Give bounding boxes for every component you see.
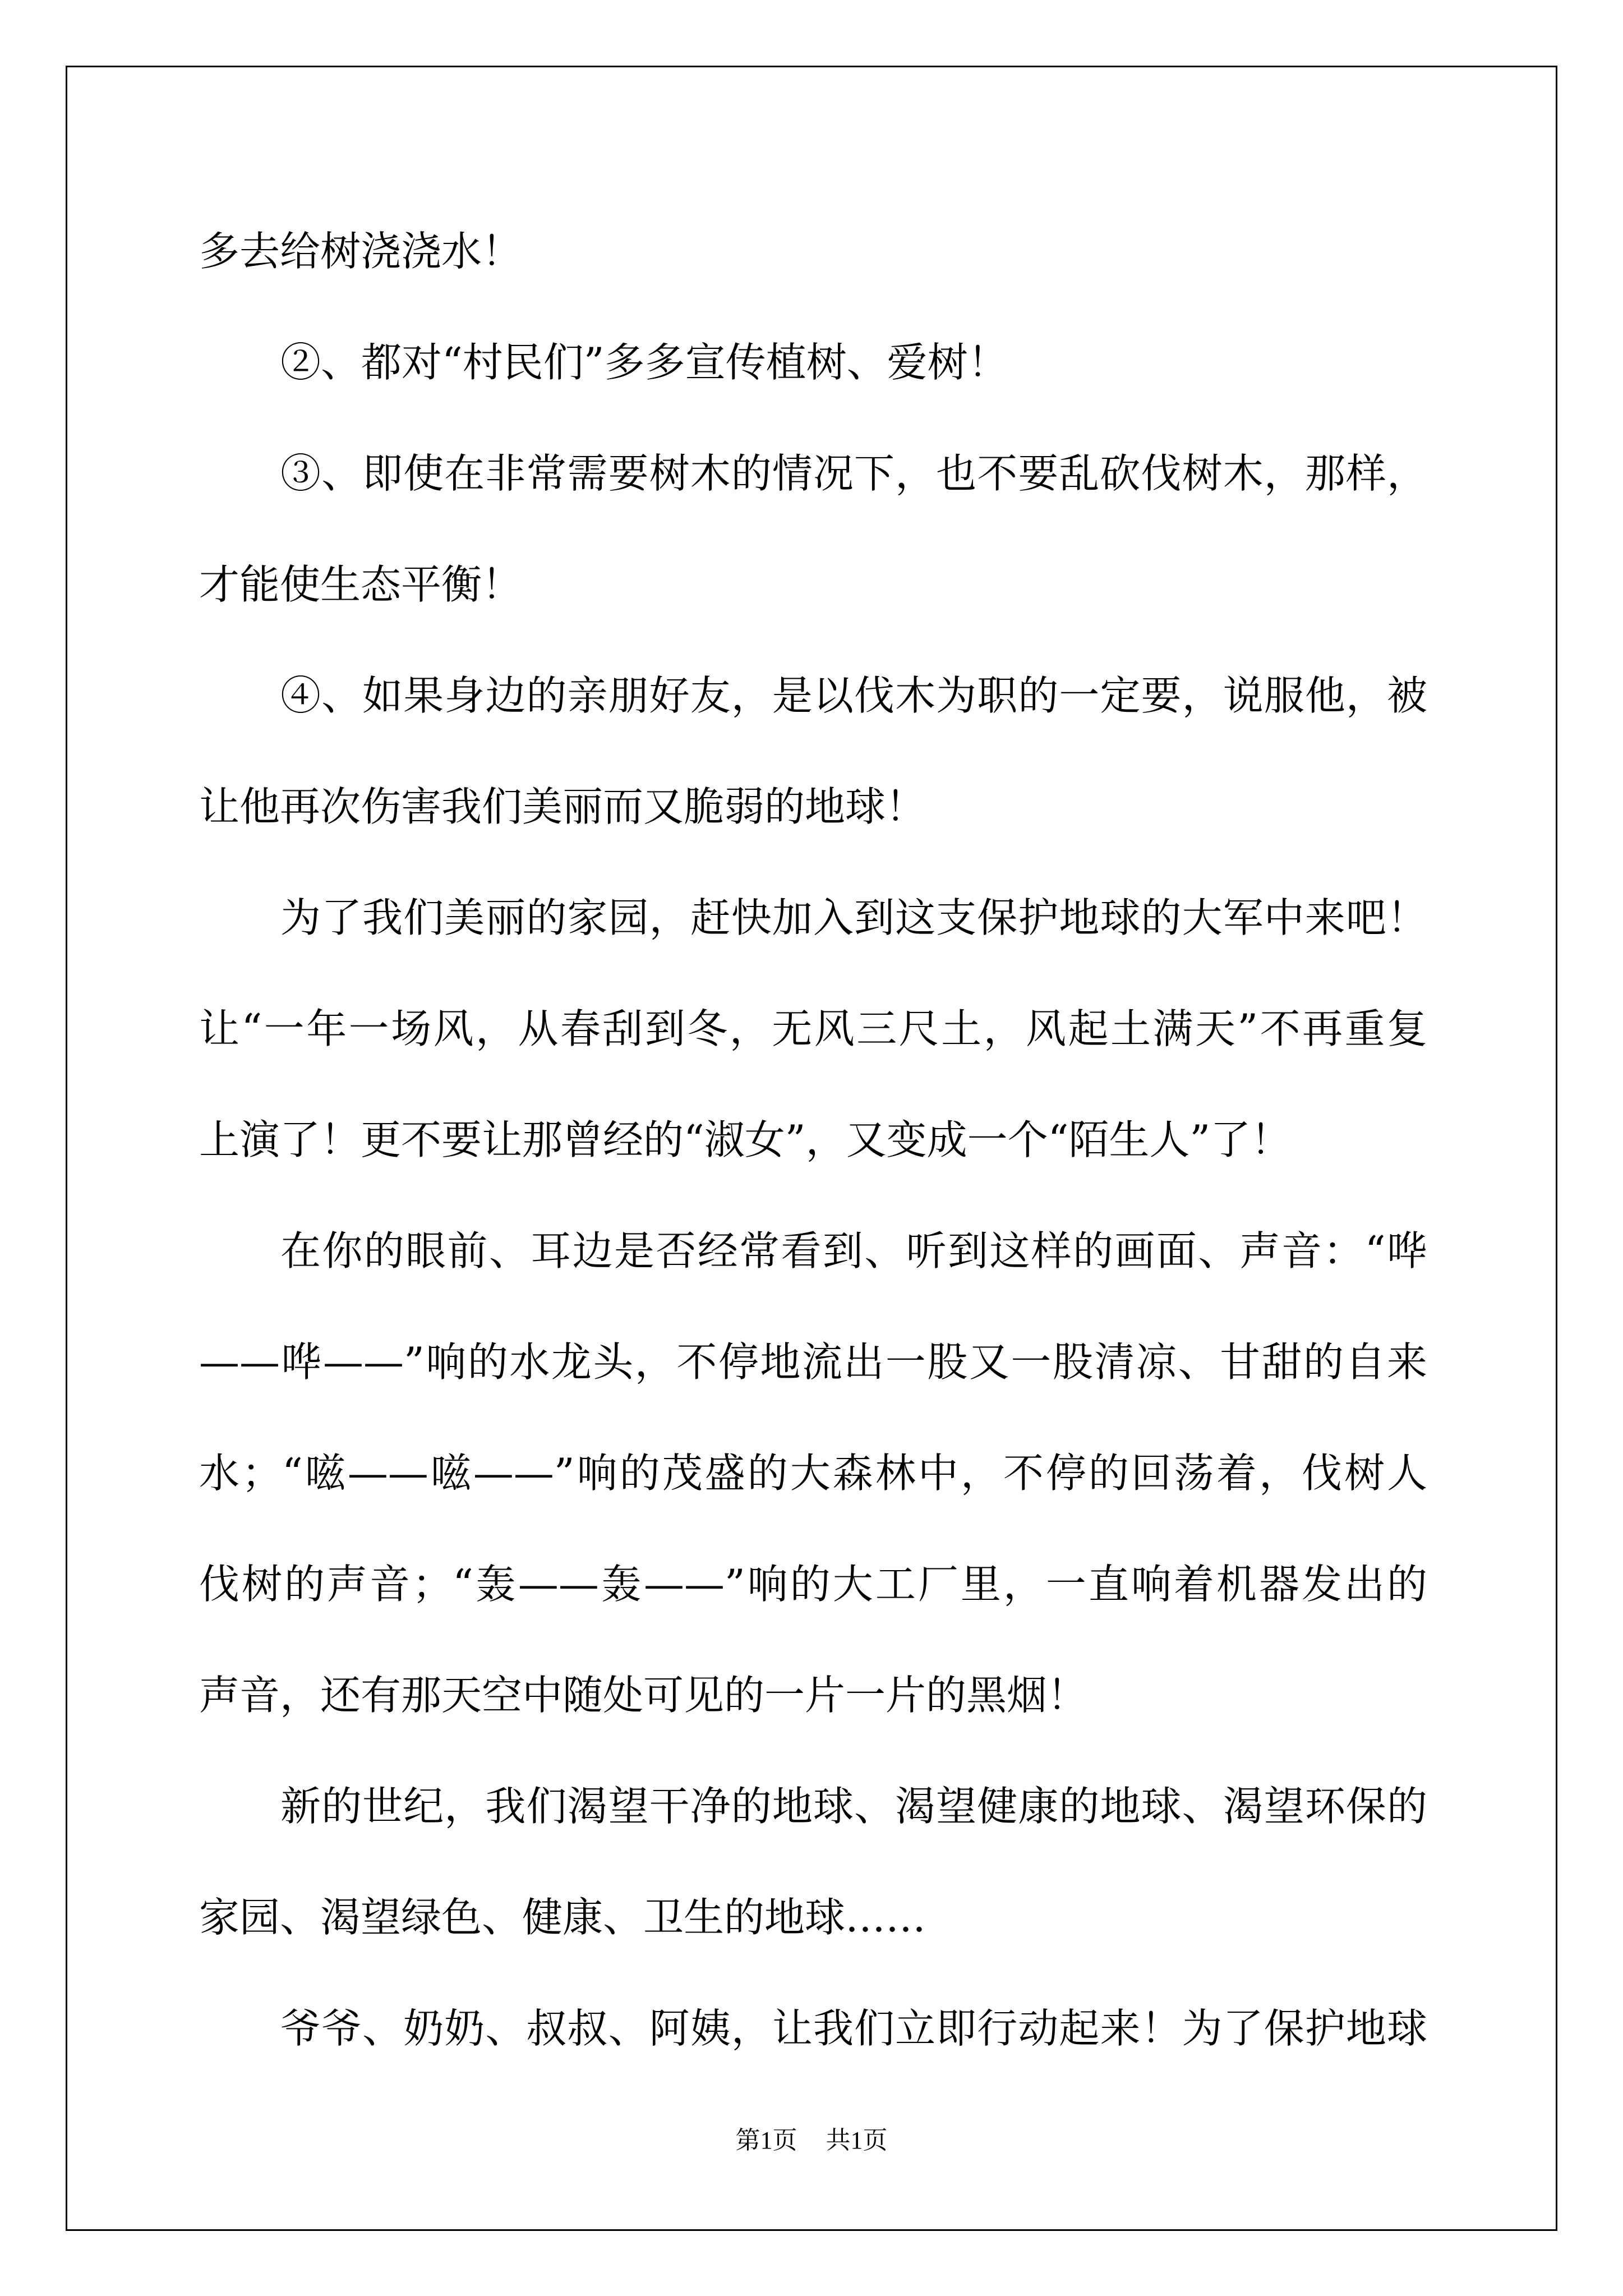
- text-line: ②、都对“村民们”多多宣传植树、爱树！: [280, 339, 1008, 386]
- text-line: 多去给树浇浇水！: [199, 228, 523, 275]
- text-line: 水；“嗞——嗞——”响的茂盛的大森林中，不停的回荡着，伐树人: [199, 1450, 1427, 1497]
- text-line: 才能使生态平衡！: [199, 561, 523, 608]
- text-line: 家园、渴望绿色、健康、卫生的地球……: [199, 1894, 926, 1941]
- text-line: 让“一年一场风，从春刮到冬，无风三尺土，风起土满天”不再重复: [199, 1005, 1427, 1052]
- page-footer: [0, 2124, 1623, 2157]
- text-line: ——哗——”响的水龙头，不停地流出一股又一股清凉、甘甜的自来: [199, 1338, 1427, 1386]
- text-line: ③、即使在非常需要树木的情况下，也不要乱砍伐树木，那样，: [280, 450, 1427, 497]
- text-line: 声音，还有那天空中随处可见的一片一片的黑烟！: [199, 1672, 1088, 1719]
- text-line: 上演了！更不要让那曾经的“淑女”，又变成一个“陌生人”了！: [199, 1116, 1292, 1163]
- text-line: 新的世纪，我们渴望干净的地球、渴望健康的地球、渴望环保的: [280, 1783, 1427, 1830]
- text-line: 为了我们美丽的家园，赶快加入到这支保护地球的大军中来吧！: [280, 894, 1427, 941]
- text-line: 在你的眼前、耳边是否经常看到、听到这样的画面、声音：“哗: [280, 1227, 1427, 1274]
- text-line: ④、如果身边的亲朋好友，是以伐木为职的一定要，说服他，被: [280, 672, 1427, 719]
- text-line: 爷爷、奶奶、叔叔、阿姨，让我们立即行动起来！为了保护地球: [280, 2005, 1427, 2052]
- text-line: 伐树的声音；“轰——轰——”响的大工厂里，一直响着机器发出的: [199, 1561, 1427, 1608]
- text-line: 让他再次伤害我们美丽而又脆弱的地球！: [199, 783, 926, 830]
- page-number: 第1页: [735, 2127, 797, 2154]
- page-total: 共1页: [826, 2127, 888, 2154]
